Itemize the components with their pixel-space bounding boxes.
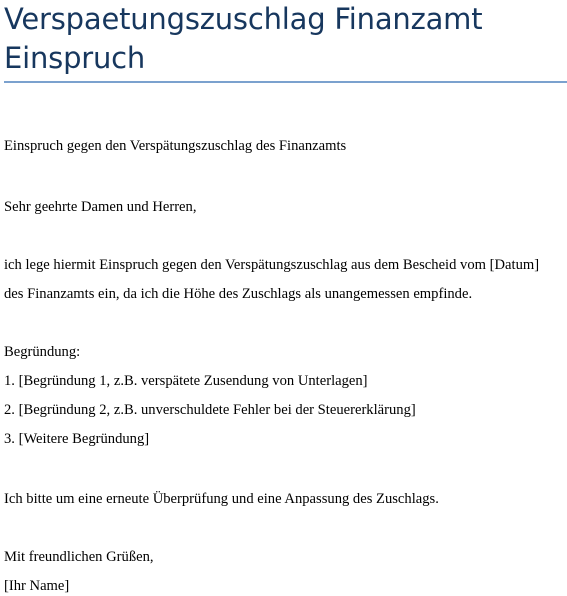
- document-title: [4, 0, 564, 78]
- reason-item-2: 2. [Begründung 2, z.B. unverschuldete Fehler bei der Steuererklärung]: [4, 402, 416, 418]
- request-paragraph: Ich bitte um eine erneute Überprüfung und eine Anpassung des Zuschlags.: [4, 491, 439, 507]
- salutation: Sehr geehrte Damen und Herren,: [4, 199, 197, 215]
- body-line-1: ich lege hiermit Einspruch gegen den Verspätungszuschlag aus dem Bescheid vom [Datum]: [4, 257, 540, 273]
- title-line-2: Einspruch: [4, 41, 146, 75]
- reasons-heading: Begründung:: [4, 344, 81, 360]
- closing: Mit freundlichen Grüßen,: [4, 549, 154, 565]
- reason-item-3: 3. [Weitere Begründung]: [4, 431, 150, 447]
- reason-item-1: 1. [Begründung 1, z.B. verspätete Zusendung von Unterlagen]: [4, 373, 368, 389]
- subject-line: Einspruch gegen den Verspätungszuschlag des Finanzamts: [4, 138, 347, 154]
- title-line-1: Verspaetungszuschlag Finanzamt: [4, 2, 483, 36]
- title-divider: [4, 81, 567, 83]
- signature: [Ihr Name]: [4, 578, 70, 594]
- body-line-2: des Finanzamts ein, da ich die Höhe des Zuschlags als unangemessen empfinde.: [4, 286, 473, 302]
